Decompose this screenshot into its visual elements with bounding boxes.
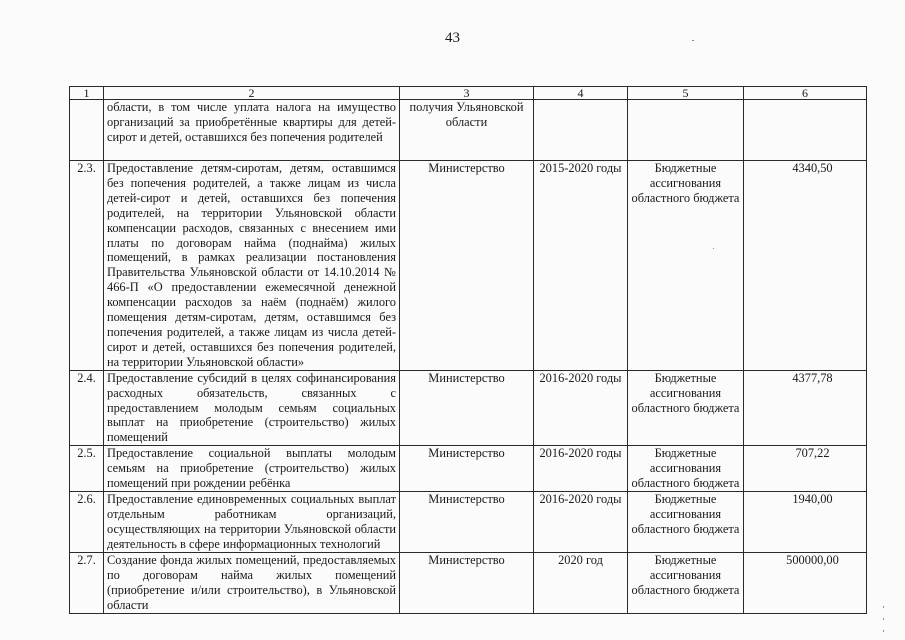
row-amount: 707,22	[744, 446, 867, 492]
column-header: 3	[400, 87, 534, 100]
scan-speck	[883, 606, 884, 608]
row-number: 2.5.	[70, 446, 104, 492]
row-number: 2.4.	[70, 370, 104, 446]
scan-speck	[692, 40, 694, 41]
row-executor: получия Ульяновской области	[400, 100, 534, 161]
row-description: Предоставление субсидий в целях софинансирования расходных обязательств, связанных с предоставлением молодым семьям социальных выплат на приобретение (строительство) жилых помещений	[104, 370, 400, 446]
row-period: 2020 год	[534, 552, 628, 613]
row-number: 2.3.	[70, 161, 104, 371]
row-funding-source: Бюджетные ассигнования областного бюджета	[628, 491, 744, 552]
row-description: Предоставление единовременных социальных выплат отдельным работникам организаций, осуществляющих на территории Ульяновской области деятельность в сфере информационных технологий	[104, 491, 400, 552]
row-number: 2.6.	[70, 491, 104, 552]
row-amount: 4340,50	[744, 161, 867, 371]
row-description: области, в том числе уплата налога на имущество организаций за приобретённые квартиры для детей-сирот и детей, оставшихся без попечения родителей	[104, 100, 400, 161]
row-executor: Министерство	[400, 446, 534, 492]
column-header: 5	[628, 87, 744, 100]
column-header: 4	[534, 87, 628, 100]
table-row	[70, 552, 867, 613]
table-row	[70, 100, 867, 161]
header-row	[70, 87, 867, 100]
row-number	[70, 100, 104, 161]
row-amount	[744, 100, 867, 161]
row-funding-source: Бюджетные ассигнования областного бюджета	[628, 370, 744, 446]
program-table	[69, 86, 867, 614]
row-amount: 500000,00	[744, 552, 867, 613]
row-funding-source	[628, 100, 744, 161]
table-row	[70, 446, 867, 492]
row-period: 2015-2020 годы	[534, 161, 628, 371]
scan-speck	[883, 618, 884, 620]
row-period: 2016-2020 годы	[534, 446, 628, 492]
scan-speck	[883, 630, 884, 632]
row-amount: 4377,78	[744, 370, 867, 446]
column-header: 1	[70, 87, 104, 100]
table-row	[70, 161, 867, 371]
column-header: 2	[104, 87, 400, 100]
row-description: Предоставление социальной выплаты молодым семьям на приобретение (строительство) жилых помещений при рождении ребёнка	[104, 446, 400, 492]
row-executor: Министерство	[400, 491, 534, 552]
row-executor: Министерство	[400, 161, 534, 371]
row-executor: Министерство	[400, 370, 534, 446]
row-funding-source: Бюджетные ассигнования областного бюджета	[628, 446, 744, 492]
page-number: 43	[445, 30, 460, 46]
row-period: 2016-2020 годы	[534, 370, 628, 446]
row-funding-source: Бюджетные ассигнования областного бюджета	[628, 161, 744, 371]
row-funding-source: Бюджетные ассигнования областного бюджета	[628, 552, 744, 613]
table-row	[70, 491, 867, 552]
row-period: 2016-2020 годы	[534, 491, 628, 552]
row-description: Создание фонда жилых помещений, предоставляемых по договорам найма жилых помещений (приобретение и/или строительство), в Ульяновской области	[104, 552, 400, 613]
scan-speck	[713, 248, 714, 249]
row-description: Предоставление детям-сиротам, детям, оставшимся без попечения родителей, а также лицам из числа детей-сирот и детей, оставшихся без попечения родителей, на территории Ульяновской области компенсации расходов, связанных с внесением ими платы по договорам найма (поднайма) жилых помещений, в рамках реализации постановления Правительства Ульяновской области от 14.10.2014 № 466-П «О предоставлении ежемесячной денежной компенсации расходов за наём (поднаём) жилого помещения детям-сиротам, детям, оставшимся без попечения родителей, а также лицам из числа детей-сирот и детей, оставшихся без попечения родителей, на территории Ульяновской области»	[104, 161, 400, 371]
column-header: 6	[744, 87, 867, 100]
table-row	[70, 370, 867, 446]
row-amount: 1940,00	[744, 491, 867, 552]
row-number: 2.7.	[70, 552, 104, 613]
row-executor: Министерство	[400, 552, 534, 613]
row-period	[534, 100, 628, 161]
